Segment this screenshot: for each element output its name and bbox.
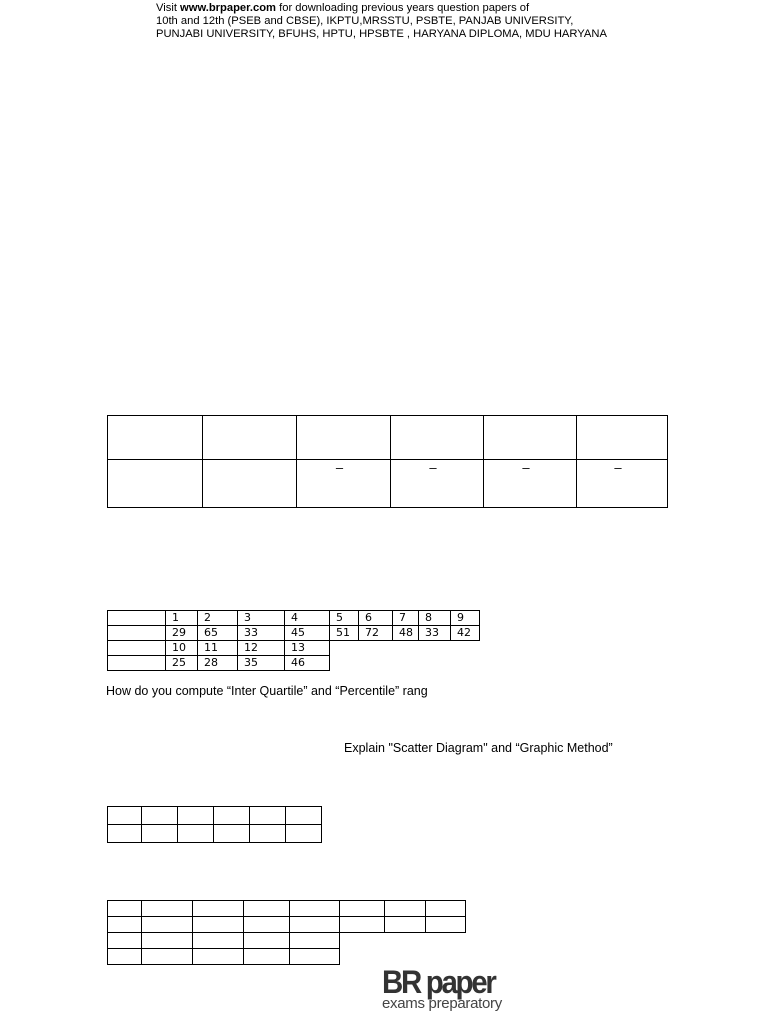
dash-mark: – xyxy=(522,460,530,475)
table-bottom-grid xyxy=(107,900,466,965)
table-row xyxy=(108,807,322,825)
header-line-3: PUNJABI UNIVERSITY, BFUHS, HPTU, HPSBTE , HARYANA DIPLOMA, MDU HARYANA xyxy=(156,28,607,41)
question-scatter-diagram: Explain "Scatter Diagram" and “Graphic Method” xyxy=(344,741,613,755)
question-quartile: How do you compute “Inter Quartile” and “Percentile” rang xyxy=(106,684,428,698)
logo-tagline: exams preparatory xyxy=(382,995,502,1012)
table-row: 25 28 35 46 xyxy=(108,656,480,671)
table-row xyxy=(108,825,322,843)
header-notice xyxy=(156,2,607,42)
table-row xyxy=(108,416,668,460)
logo-brand-text: BR paper xyxy=(382,964,495,1000)
table-data-values xyxy=(107,610,480,671)
table-blank-grid xyxy=(107,415,668,508)
dash-mark: – xyxy=(335,460,344,475)
header-line-1: Visit www.brpaper.com for downloading previous years question papers of xyxy=(156,2,530,14)
table-row: 1 2 3 4 5 6 7 8 9 xyxy=(108,611,480,626)
brpaper-logo xyxy=(382,966,504,1012)
site-link[interactable]: www.brpaper.com xyxy=(180,2,276,14)
header-line-2: 10th and 12th (PSEB and CBSE), IKPTU,MRSSTU, PSBTE, PANJAB UNIVERSITY, xyxy=(156,15,574,28)
dash-mark: – xyxy=(614,460,622,475)
table-row xyxy=(108,949,466,965)
table-small-grid xyxy=(107,806,322,843)
table-row xyxy=(108,460,668,508)
table-row xyxy=(108,901,466,917)
dash-mark: – xyxy=(429,460,437,475)
table-row: 29 65 33 45 51 72 48 33 42 xyxy=(108,626,480,641)
table-row xyxy=(108,933,466,949)
table-row xyxy=(108,917,466,933)
table-row: 10 11 12 13 xyxy=(108,641,480,656)
